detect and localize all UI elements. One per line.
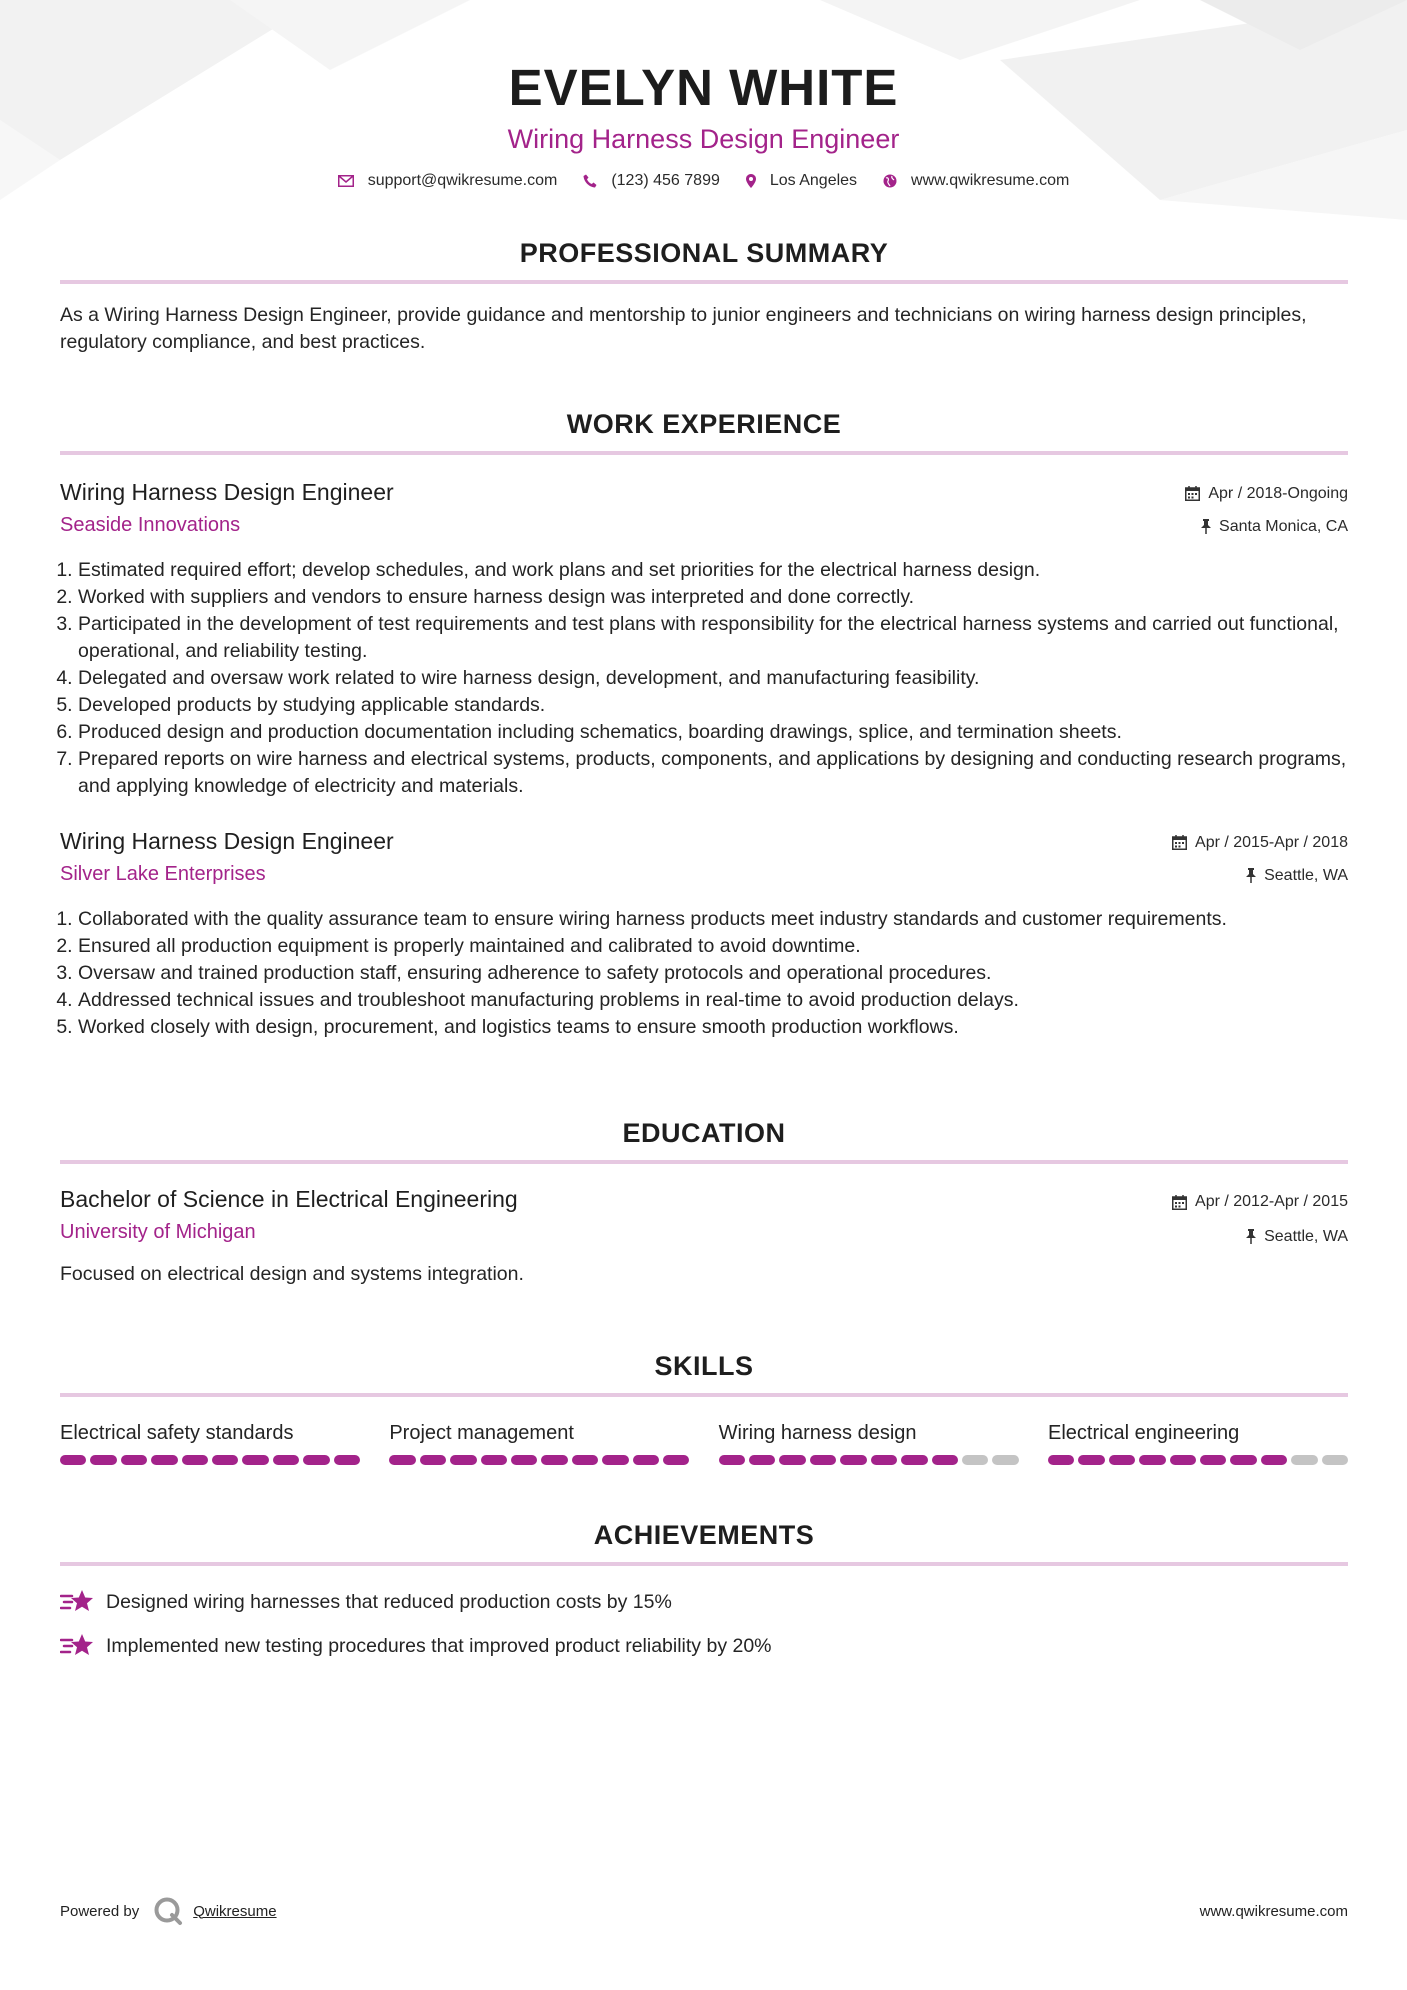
job-title: Wiring Harness Design Engineer: [60, 479, 394, 505]
skill-level-segment: [633, 1455, 659, 1465]
qwikresume-logo-icon: [153, 1896, 183, 1926]
education-heading: EDUCATION: [622, 1118, 786, 1148]
job-location: Santa Monica, CA: [1219, 517, 1348, 535]
job-entry-2: [60, 826, 1348, 1041]
achievements-list: [60, 1580, 1348, 1668]
skill-level-bar: [60, 1455, 360, 1465]
section-divider: [60, 1562, 1348, 1566]
skill-level-segment: [1109, 1455, 1135, 1465]
candidate-title: Wiring Harness Design Engineer: [507, 124, 900, 154]
list-item: 3. Participated in the development of test requirements and test plans with responsibility for the electrical harness systems and carried out functional, operational, and reliability testing.: [78, 611, 1348, 665]
summary-section: [60, 236, 1348, 356]
degree-title: Bachelor of Science in Electrical Engineering: [60, 1186, 518, 1212]
job-company: Silver Lake Enterprises: [60, 863, 266, 885]
skill-level-segment: [541, 1455, 567, 1465]
skill-level-bar: [1048, 1455, 1348, 1465]
skill-level-segment: [481, 1455, 507, 1465]
skill-level-segment: [719, 1455, 745, 1465]
skill-level-segment: [303, 1455, 329, 1465]
list-item: 4. Addressed technical issues and troubleshoot manufacturing problems in real-time to avoid production delays.: [78, 987, 1348, 1014]
list-item: 3. Oversaw and trained production staff, ensuring adherence to safety protocols and operational procedures.: [78, 960, 1348, 987]
section-divider: [60, 280, 1348, 284]
skill-level-segment: [992, 1455, 1018, 1465]
footer-website[interactable]: www.qwikresume.com: [1199, 1902, 1348, 1920]
job-duties: [60, 906, 1348, 1041]
education-section: [60, 1116, 1348, 1288]
shooting-star-icon: [60, 1588, 94, 1616]
skill-name: Project management: [389, 1422, 574, 1444]
list-item: 1. Estimated required effort; develop schedules, and work plans and set priorities for the electrical harness design.: [78, 557, 1348, 584]
list-item: 2. Worked with suppliers and vendors to ensure harness design was interpreted and done correctly.: [78, 584, 1348, 611]
contact-location: [746, 172, 857, 190]
skills-section: [60, 1349, 1348, 1465]
skill-item: [1048, 1419, 1348, 1465]
skill-level-segment: [212, 1455, 238, 1465]
skill-level-bar: [389, 1455, 689, 1465]
job-dates: Apr / 2015-Apr / 2018: [1195, 833, 1348, 851]
email-text: support@qwikresume.com: [367, 172, 558, 189]
calendar-icon: [1185, 486, 1200, 501]
achievement-text: Implemented new testing procedures that improved product reliability by 20%: [106, 1634, 772, 1657]
job-company: Seaside Innovations: [60, 514, 241, 536]
list-item: 5. Developed products by studying applicable standards.: [78, 692, 1348, 719]
map-marker-icon: [746, 174, 756, 188]
skill-level-segment: [1170, 1455, 1196, 1465]
phone-text: (123) 456 7899: [611, 172, 720, 189]
location-text: Los Angeles: [769, 172, 858, 189]
skill-item: [389, 1419, 689, 1465]
list-item: [60, 1624, 1348, 1668]
job-location: Seattle, WA: [1264, 866, 1348, 884]
skill-level-segment: [901, 1455, 927, 1465]
skill-level-segment: [420, 1455, 446, 1465]
envelope-icon: [338, 175, 354, 187]
page-footer: [60, 1896, 1348, 1926]
skill-name: Electrical safety standards: [60, 1422, 294, 1444]
contact-email[interactable]: [338, 172, 558, 190]
candidate-name: EVELYN WHITE: [508, 59, 899, 116]
contact-phone[interactable]: [583, 172, 720, 190]
skill-level-segment: [1230, 1455, 1256, 1465]
calendar-icon: [1172, 1195, 1187, 1210]
job-entry-1: [60, 477, 1348, 800]
pushpin-icon: [1246, 868, 1256, 883]
summary-text: As a Wiring Harness Design Engineer, provide guidance and mentorship to junior engineers and technicians on wiring harness design principles, regulatory compliance, and best practices.: [60, 304, 1307, 353]
skill-level-segment: [151, 1455, 177, 1465]
resume-header: [0, 0, 1407, 190]
skill-level-segment: [779, 1455, 805, 1465]
list-item: 4. Delegated and oversaw work related to wire harness design, development, and manufacturing feasibility.: [78, 665, 1348, 692]
skill-level-segment: [840, 1455, 866, 1465]
job-title: Wiring Harness Design Engineer: [60, 828, 394, 854]
skill-level-segment: [60, 1455, 86, 1465]
list-item: 6. Produced design and production documentation including schematics, boarding drawings, splice, and termination sheets.: [78, 719, 1348, 746]
skill-level-segment: [1322, 1455, 1348, 1465]
skill-level-segment: [1261, 1455, 1287, 1465]
school-name: University of Michigan: [60, 1221, 256, 1243]
list-item: 5. Worked closely with design, procurement, and logistics teams to ensure smooth production workflows.: [78, 1014, 1348, 1041]
phone-icon: [583, 174, 597, 188]
pushpin-icon: [1201, 519, 1211, 534]
job-duties: [60, 557, 1348, 800]
contact-website[interactable]: [883, 172, 1069, 190]
skill-name: Wiring harness design: [718, 1422, 917, 1444]
skill-level-segment: [182, 1455, 208, 1465]
brand-link[interactable]: Qwikresume: [193, 1902, 277, 1920]
section-divider: [60, 1393, 1348, 1397]
skill-level-segment: [511, 1455, 537, 1465]
skill-level-segment: [572, 1455, 598, 1465]
skills-list: [60, 1419, 1348, 1465]
education-location: Seattle, WA: [1264, 1227, 1348, 1245]
calendar-icon: [1172, 835, 1187, 850]
pushpin-icon: [1246, 1229, 1256, 1244]
powered-by-label: Powered by: [60, 1902, 140, 1920]
skill-level-segment: [273, 1455, 299, 1465]
skill-level-segment: [663, 1455, 689, 1465]
skill-level-segment: [932, 1455, 958, 1465]
achievements-section: [60, 1518, 1348, 1668]
skill-level-segment: [1048, 1455, 1074, 1465]
list-item: 2. Ensured all production equipment is properly maintained and calibrated to avoid downtime.: [78, 933, 1348, 960]
experience-section: [60, 407, 1348, 1041]
skill-level-segment: [1291, 1455, 1317, 1465]
achievements-heading: ACHIEVEMENTS: [593, 1520, 815, 1550]
list-item: [60, 1580, 1348, 1624]
education-description: Focused on electrical design and systems integration.: [60, 1263, 524, 1285]
skill-level-segment: [810, 1455, 836, 1465]
skill-item: [719, 1419, 1019, 1465]
website-text: www.qwikresume.com: [911, 172, 1070, 189]
skill-level-segment: [334, 1455, 360, 1465]
skill-level-segment: [450, 1455, 476, 1465]
education-dates: Apr / 2012-Apr / 2015: [1195, 1193, 1348, 1210]
skill-level-segment: [389, 1455, 415, 1465]
contact-bar: [0, 172, 1407, 190]
list-item: 7. Prepared reports on wire harness and electrical systems, products, components, and applications by designing and conducting research programs, and applying knowledge of electricity and materials.: [78, 746, 1348, 800]
summary-heading: PROFESSIONAL SUMMARY: [519, 238, 889, 268]
skill-level-segment: [871, 1455, 897, 1465]
list-item: 1. Collaborated with the quality assurance team to ensure wiring harness products meet industry standards and customer requirements.: [78, 906, 1348, 933]
skill-level-segment: [962, 1455, 988, 1465]
education-entry: [60, 1184, 1348, 1288]
section-divider: [60, 451, 1348, 455]
skill-level-segment: [602, 1455, 628, 1465]
shooting-star-icon: [60, 1632, 94, 1660]
achievement-text: Designed wiring harnesses that reduced production costs by 15%: [106, 1590, 672, 1613]
job-dates: Apr / 2018-Ongoing: [1208, 484, 1348, 502]
skill-name: Electrical engineering: [1047, 1422, 1240, 1444]
skill-item: [60, 1419, 360, 1465]
skill-level-segment: [749, 1455, 775, 1465]
skill-level-segment: [1139, 1455, 1165, 1465]
skill-level-bar: [719, 1455, 1019, 1465]
skills-heading: SKILLS: [654, 1351, 754, 1381]
globe-icon: [883, 174, 897, 188]
skill-level-segment: [1200, 1455, 1226, 1465]
skill-level-segment: [121, 1455, 147, 1465]
experience-heading: WORK EXPERIENCE: [566, 409, 842, 439]
skill-level-segment: [90, 1455, 116, 1465]
section-divider: [60, 1160, 1348, 1164]
skill-level-segment: [1078, 1455, 1104, 1465]
skill-level-segment: [242, 1455, 268, 1465]
